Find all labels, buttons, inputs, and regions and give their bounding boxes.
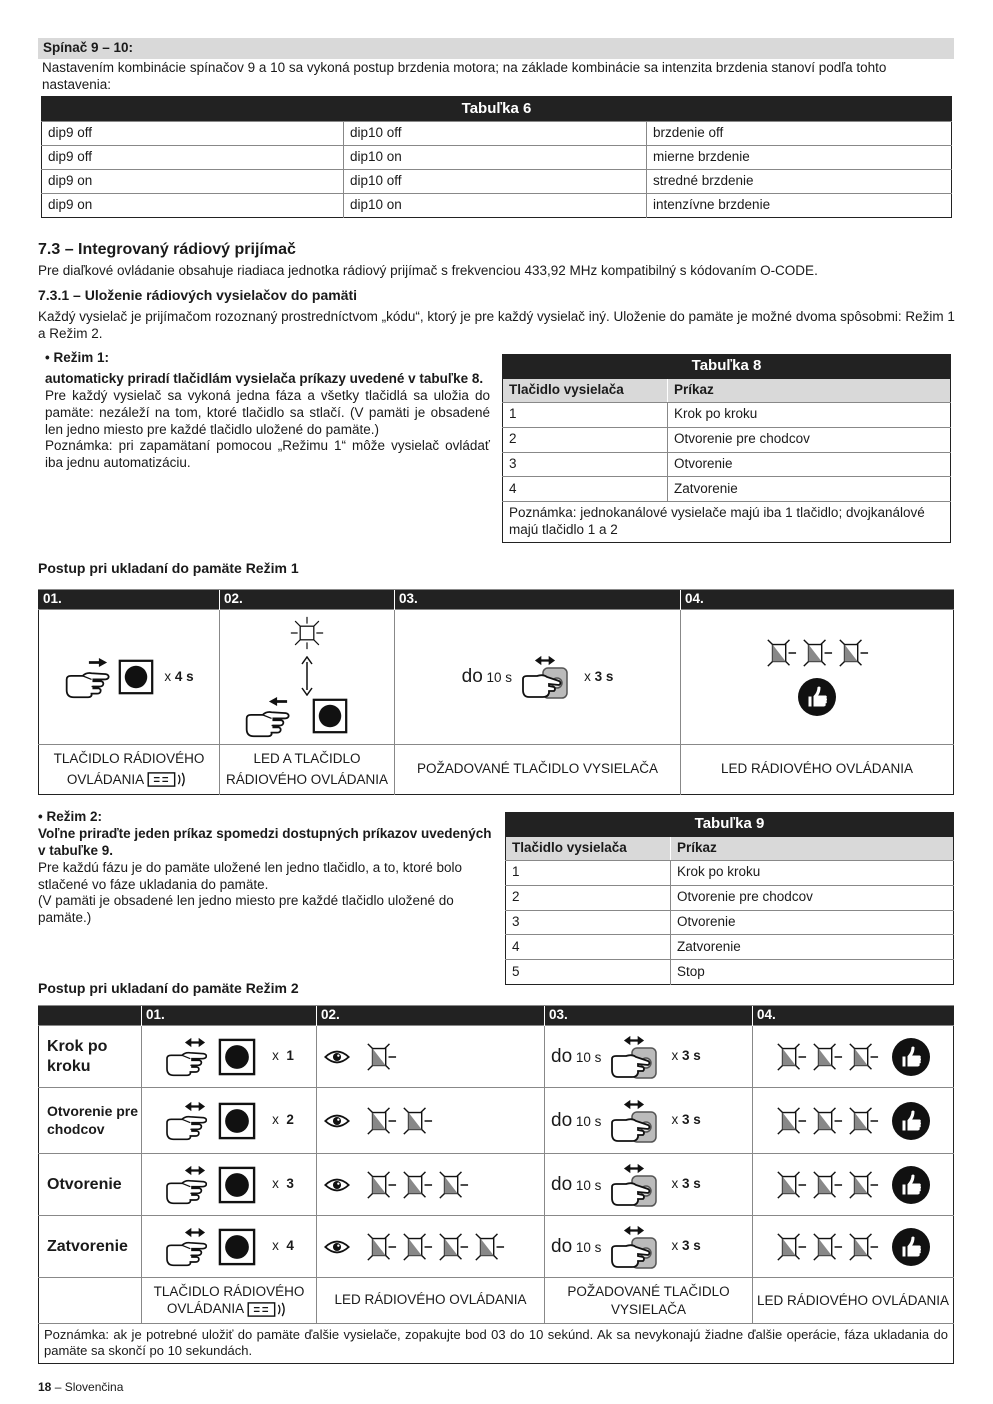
step1-cell (39, 610, 220, 745)
remote-icon (609, 1035, 663, 1079)
table-row (503, 427, 951, 452)
led-icon (365, 1041, 397, 1073)
led-icon (775, 1169, 807, 1201)
led-icon (365, 1105, 397, 1137)
receiver-button-icon (312, 698, 348, 734)
table-cell: stredné brzdenie (647, 170, 952, 194)
step2-cell (317, 1216, 545, 1278)
table-row (506, 960, 954, 985)
mode1-bold-text: automaticky priradí tlačidlám vysielača príkazy uvedené v tabuľke 8. (45, 370, 484, 386)
procedure-row (39, 1088, 954, 1154)
mult-sign: x (272, 1112, 279, 1128)
table-cell: Otvorenie pre chodcov (671, 885, 954, 910)
step-label: LED A TLAČIDLO RÁDIOVÉHO OVLÁDANIA (220, 745, 395, 795)
press-count: 2 (286, 1112, 294, 1128)
time-limit: 10 s (486, 670, 513, 686)
table-cell: 2 (506, 885, 671, 910)
receiver-button-icon (218, 1228, 256, 1266)
proc2-title: Postup pri ukladaní do pamäte Režim 2 (38, 980, 299, 996)
table-row (503, 452, 951, 477)
eye-icon (323, 1048, 351, 1066)
within-label: do (551, 1109, 573, 1131)
remote-icon (609, 1163, 663, 1207)
table-header: Príkaz (668, 379, 951, 403)
table-cell: Otvorenie pre chodcov (668, 427, 951, 452)
remote-icon (609, 1099, 663, 1143)
press-count: 4 (286, 1238, 294, 1254)
mult-sign: x (671, 1238, 679, 1254)
proc2-note: Poznámka: ak je potrebné uložiť do pamäte ďalšie vysielače, zopakujte bod 03 do 10 sekúnd. Ak sa nevykonajú žiadne ďalšie operácie, fáza ukladania do pamäte sa skončí po 10 sekundách. (39, 1324, 954, 1364)
led-blink-group (775, 1231, 879, 1263)
led-icon (847, 1105, 879, 1137)
step4-cell (753, 1088, 954, 1154)
step2-cell (317, 1026, 545, 1088)
step1-cell (142, 1088, 317, 1154)
table-cell: 1 (503, 403, 668, 428)
receiver-button-icon (218, 1166, 256, 1204)
table-cell: dip9 on (42, 194, 344, 218)
proc2-table (38, 1005, 954, 1364)
table-cell: brzdenie off (647, 122, 952, 146)
table-cell: dip10 off (344, 122, 647, 146)
step3-cell (545, 1216, 753, 1278)
proc1-table (38, 589, 954, 795)
command-label: Otvorenie (39, 1154, 142, 1216)
led-icon (775, 1041, 807, 1073)
step4-cell (681, 610, 954, 745)
table-cell: Zatvorenie (671, 935, 954, 960)
step1-cell (142, 1216, 317, 1278)
step-header: 02. (317, 1006, 545, 1026)
remote-icon (609, 1225, 663, 1269)
time-limit: 10 s (575, 1239, 602, 1255)
duration: 3 s (681, 1238, 701, 1254)
mult-sign: x (584, 668, 591, 684)
led-blink-group (775, 1169, 879, 1201)
within-label: do (461, 666, 483, 688)
mult-sign: x (164, 668, 172, 684)
table-row (506, 861, 954, 886)
receiver-signal-icon (147, 771, 191, 788)
mode2-bold-text: Voľne priraďte jeden príkaz spomedzi dostupných príkazov uvedených v tabuľke 9. (38, 825, 492, 858)
duration: 3 s (681, 1048, 701, 1064)
thumbs-up-icon (797, 677, 837, 717)
led-icon (801, 637, 833, 669)
table-6-caption: Tabuľka 6 (42, 97, 952, 122)
command-label: Krok po kroku (39, 1026, 142, 1088)
time-limit: 10 s (575, 1113, 602, 1129)
table-cell: dip10 on (344, 146, 647, 170)
empty-cell (39, 1278, 142, 1324)
table-cell: dip9 off (42, 122, 344, 146)
led-icon (847, 1041, 879, 1073)
duration: 3 s (594, 668, 614, 684)
eye-icon (323, 1112, 351, 1130)
mult-sign: x (272, 1238, 279, 1254)
mode2-heading: • Režim 2: (38, 809, 102, 824)
duration: 3 s (681, 1112, 701, 1128)
led-icon (365, 1231, 397, 1263)
table-row (506, 935, 954, 960)
led-blink-group (365, 1105, 433, 1137)
table-cell: Otvorenie (668, 452, 951, 477)
page-footer (38, 1380, 123, 1395)
step-header: 01. (142, 1006, 317, 1026)
press-count: 1 (286, 1048, 294, 1064)
led-icon (811, 1105, 843, 1137)
step4-cell (753, 1154, 954, 1216)
table-cell: Stop (671, 960, 954, 985)
remote-icon (520, 655, 576, 699)
table-row (506, 910, 954, 935)
eye-icon (323, 1238, 351, 1256)
table-cell: intenzívne brzdenie (647, 194, 952, 218)
led-blink-group (775, 1105, 879, 1137)
led-blink-group (365, 1041, 397, 1073)
thumbs-up-icon (891, 1227, 931, 1267)
time-limit: 10 s (575, 1049, 602, 1065)
table-8 (502, 354, 951, 543)
table-cell: Krok po kroku (671, 861, 954, 886)
step-label: LED RÁDIOVÉHO OVLÁDANIA (681, 745, 954, 795)
receiver-signal-icon (247, 1301, 291, 1318)
receiver-button-icon (118, 659, 154, 695)
command-label: Otvorenie pre chodcov (39, 1088, 142, 1154)
step-header (39, 1006, 142, 1026)
step3-cell (545, 1026, 753, 1088)
step-label (142, 1278, 317, 1324)
hand-icon (64, 657, 114, 697)
table-9 (505, 812, 954, 985)
receiver-button-icon (218, 1038, 256, 1076)
led-icon (847, 1231, 879, 1263)
step-header: 04. (681, 590, 954, 610)
led-icon (847, 1169, 879, 1201)
led-icon (811, 1169, 843, 1201)
table-cell: 3 (503, 452, 668, 477)
mult-sign: x (671, 1112, 679, 1128)
table-cell: 4 (503, 477, 668, 502)
table-row (42, 146, 952, 170)
step2-cell (317, 1154, 545, 1216)
led-icon (437, 1169, 469, 1201)
table-header: Príkaz (671, 837, 954, 861)
step1-cell (142, 1026, 317, 1088)
step-label: POŽADOVANÉ TLAČIDLO VYSIELAČA (395, 745, 681, 795)
step3-cell (545, 1154, 753, 1216)
table-cell: 4 (506, 935, 671, 960)
table-row (42, 170, 952, 194)
step-header: 03. (545, 1006, 753, 1026)
led-icon (437, 1231, 469, 1263)
duration: 4 s (174, 668, 194, 684)
step-header: 02. (220, 590, 395, 610)
section-text: Pre diaľkové ovládanie obsahuje riadiaca jednotka rádiový prijímač s frekvenciou 433,92 MHz kompatibilný s kódovaním O-CODE. (38, 263, 818, 278)
led-icon (401, 1169, 433, 1201)
step-label: LED RÁDIOVÉHO OVLÁDANIA (753, 1278, 954, 1324)
mult-sign: x (272, 1048, 279, 1064)
subsection-title: 7.3.1 – Uloženie rádiových vysielačov do pamäti (38, 287, 358, 303)
mode1-heading: • Režim 1: (45, 350, 109, 365)
mode1-text: Pre každý vysielač sa vykoná jedna fáza a všetky tlačidlá sa uložia do pamäte: nezáleží na tom, ktoré tlačidlo sa stlačí. (V pamäti je obsadené len jedno miesto pre každé tlačidlo uložené do pamäte.) (45, 387, 490, 437)
hand-icon (164, 1037, 212, 1077)
table-cell: dip10 on (344, 194, 647, 218)
mode1-block (45, 350, 490, 472)
table-cell: 3 (506, 910, 671, 935)
footer-language: Slovenčina (64, 1380, 124, 1394)
table-row (42, 122, 952, 146)
mult-sign: x (272, 1176, 279, 1192)
table-cell: dip9 off (42, 146, 344, 170)
table-row (42, 194, 952, 218)
step2-cell (220, 610, 395, 745)
led-icon (775, 1231, 807, 1263)
switch-text: Nastavením kombinácie spínačov 9 a 10 sa vykoná postup brzdenia motora; na základe kombinácie sa intenzita brzdenia stanoví podľa tohto nastavenia: (42, 60, 887, 92)
step2-cell (317, 1088, 545, 1154)
mode2-text2: (V pamäti je obsadené len jedno miesto pre každé tlačidlo uložené do pamäte.) (38, 893, 454, 926)
thumbs-up-icon (891, 1165, 931, 1205)
table-cell: 2 (503, 427, 668, 452)
mode2-block (38, 809, 501, 927)
step-label-text: TLAČIDLO RÁDIOVÉHO OVLÁDANIA (153, 1283, 305, 1317)
mult-sign: x (671, 1176, 679, 1192)
table-row (503, 477, 951, 502)
table-cell: dip9 on (42, 170, 344, 194)
led-icon (837, 637, 869, 669)
led-off-icon (290, 616, 324, 650)
hand-icon (164, 1227, 212, 1267)
command-label: Zatvorenie (39, 1216, 142, 1278)
table-header: Tlačidlo vysielača (506, 837, 671, 861)
table-9-caption: Tabuľka 9 (506, 813, 954, 837)
led-icon (365, 1169, 397, 1201)
table-row (506, 885, 954, 910)
led-icon (765, 637, 797, 669)
step4-cell (753, 1026, 954, 1088)
eye-icon (323, 1176, 351, 1194)
within-label: do (551, 1045, 573, 1067)
table-6 (41, 96, 952, 218)
mode1-note: Poznámka: pri zapamätaní pomocou „Režimu 1“ môže vysielač ovládať iba jednu automatizáciu. (45, 438, 490, 471)
table-cell: mierne brzdenie (647, 146, 952, 170)
thumbs-up-icon (891, 1037, 931, 1077)
footer-separator: – (51, 1380, 65, 1394)
hand-icon (244, 706, 292, 738)
within-label: do (551, 1173, 573, 1195)
led-icon (811, 1041, 843, 1073)
led-blink-group (765, 637, 869, 669)
section-title: 7.3 – Integrovaný rádiový prijímač (38, 241, 296, 258)
procedure-row (39, 1154, 954, 1216)
step-label-text: TLAČIDLO RÁDIOVÉHO OVLÁDANIA (53, 750, 205, 787)
led-icon (401, 1105, 433, 1137)
table-8-note: Poznámka: jednokanálové vysielače majú iba 1 tlačidlo; dvojkanálové majú tlačidlo 1 a 2 (503, 502, 951, 543)
within-label: do (551, 1235, 573, 1257)
up-down-arrow-icon (301, 656, 313, 696)
led-blink-group (365, 1169, 469, 1201)
led-icon (473, 1231, 505, 1263)
table-cell: dip10 off (344, 170, 647, 194)
step-label: POŽADOVANÉ TLAČIDLO VYSIELAČA (545, 1278, 753, 1324)
table-header: Tlačidlo vysielača (503, 379, 668, 403)
step1-cell (142, 1154, 317, 1216)
hand-icon (164, 1101, 212, 1141)
step-header: 03. (395, 590, 681, 610)
step4-cell (753, 1216, 954, 1278)
subsection-text: Každý vysielač je prijímačom rozoznaný prostredníctvom „kódu“, ktorý je pre každý vysielač iný. Uloženie do pamäte je možné dvoma spôsobmi: Režim 1 a Režim 2. (38, 309, 955, 341)
step-header: 04. (753, 1006, 954, 1026)
table-row (503, 403, 951, 428)
thumbs-up-icon (891, 1101, 931, 1141)
press-count: 3 (286, 1176, 294, 1192)
table-cell: Krok po kroku (668, 403, 951, 428)
table-cell: 5 (506, 960, 671, 985)
step3-cell (395, 610, 681, 745)
step-label: LED RÁDIOVÉHO OVLÁDANIA (317, 1278, 545, 1324)
mode2-text: Pre každú fázu je do pamäte uložené len jedno tlačidlo, a to, ktoré bolo stlačené vo fáze ukladania do pamäte. (38, 859, 463, 892)
receiver-button-icon (218, 1102, 256, 1140)
mult-sign: x (671, 1048, 679, 1064)
time-limit: 10 s (575, 1177, 602, 1193)
step-label (39, 745, 220, 795)
step-header: 01. (39, 590, 220, 610)
table-8-caption: Tabuľka 8 (503, 355, 951, 379)
page-number: 18 (38, 1380, 52, 1394)
step3-cell (545, 1088, 753, 1154)
table-cell: Otvorenie (671, 910, 954, 935)
hand-icon (164, 1165, 212, 1205)
led-blink-group (365, 1231, 505, 1263)
procedure-row (39, 1216, 954, 1278)
table-cell: Zatvorenie (668, 477, 951, 502)
led-icon (401, 1231, 433, 1263)
led-blink-group (775, 1041, 879, 1073)
duration: 3 s (681, 1176, 701, 1192)
led-icon (775, 1105, 807, 1137)
led-icon (811, 1231, 843, 1263)
proc1-title: Postup pri ukladaní do pamäte Režim 1 (38, 560, 299, 576)
switch-heading: Spínač 9 – 10: (38, 38, 954, 59)
table-cell: 1 (506, 861, 671, 886)
procedure-row (39, 1026, 954, 1088)
